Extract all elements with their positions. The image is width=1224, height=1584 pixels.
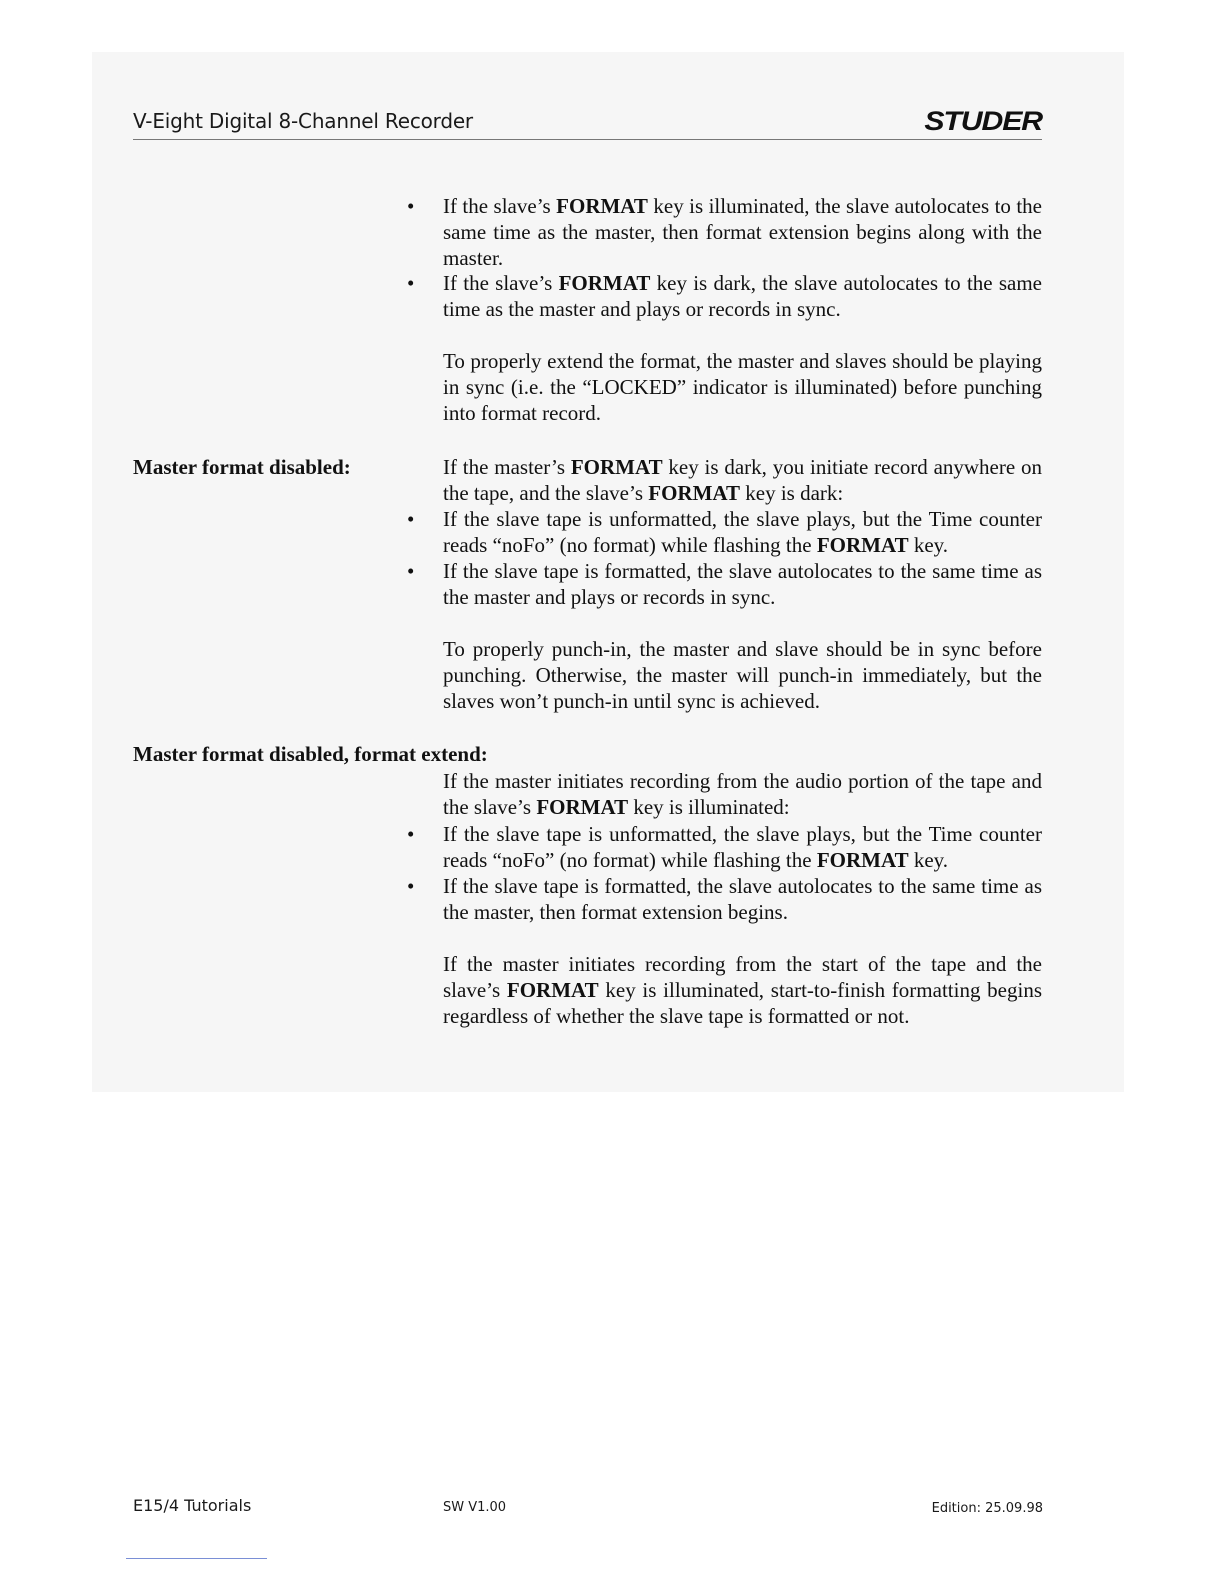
bullet-item: • If the slave tape is unformatted, the slave plays, but the Time counter reads “noFo” (no format) while flashing the FORMAT key. xyxy=(407,507,1042,557)
bullet-marker: • xyxy=(407,822,415,846)
footer-edition: Edition: 25.09.98 xyxy=(931,1501,1043,1516)
header-divider xyxy=(133,139,1042,140)
document-title: V-Eight Digital 8-Channel Recorder xyxy=(133,109,473,133)
bullet-item: • If the slave’s FORMAT key is dark, the slave autolocates to the same time as the master and plays or records in sync. xyxy=(407,271,1043,321)
note-paragraph: To properly punch-in, the master and slave should be in sync before punching. Otherwise, the master will punch-in immediately, but the slaves won’t punch-in until sync is achieved. xyxy=(443,637,1042,713)
bullet-item: • If the slave tape is unformatted, the slave plays, but the Time counter reads “noFo” (no format) while flashing the FORMAT key. xyxy=(407,822,1042,872)
bullet-item: • If the slave tape is formatted, the slave autolocates to the same time as the master, then format extension begins. xyxy=(407,874,1042,924)
studer-logo: STUDER xyxy=(924,106,1042,136)
intro-paragraph: If the master initiates recording from the audio portion of the tape and the slave’s FORMAT key is illuminated: xyxy=(443,769,1042,819)
intro-paragraph: If the master’s FORMAT key is dark, you initiate record anywhere on the tape, and the slave’s FORMAT key is dark: xyxy=(443,455,1042,505)
bullet-marker: • xyxy=(407,507,415,531)
note-paragraph: If the master initiates recording from the start of the tape and the slave’s FORMAT key is illuminated, start-to-finish formatting begins regardless of whether the slave tape is formatted or not. xyxy=(443,952,1043,1028)
bullet-marker: • xyxy=(407,559,415,583)
note-paragraph: To properly extend the format, the master and slaves should be playing in sync (i.e. the “LOCKED” indicator is illuminated) before punching into format record. xyxy=(443,349,1042,425)
footer-software-version: SW V1.00 xyxy=(443,1500,507,1515)
bullet-item: • If the slave’s FORMAT key is illuminated, the slave autolocates to the same time as the master, then format extension begins along with the master. xyxy=(407,194,1043,270)
bottom-link-underline xyxy=(126,1558,267,1559)
bullet-marker: • xyxy=(407,194,415,218)
bullet-marker: • xyxy=(407,874,415,898)
section-heading-format-extend: Master format disabled, format extend: xyxy=(133,742,488,766)
bullet-marker: • xyxy=(407,271,415,295)
footer-section-label: E15/4 Tutorials xyxy=(133,1496,252,1515)
section-heading-master-format-disabled: Master format disabled: xyxy=(133,455,351,479)
bullet-item: • If the slave tape is formatted, the slave autolocates to the same time as the master and plays or records in sync. xyxy=(407,559,1042,609)
